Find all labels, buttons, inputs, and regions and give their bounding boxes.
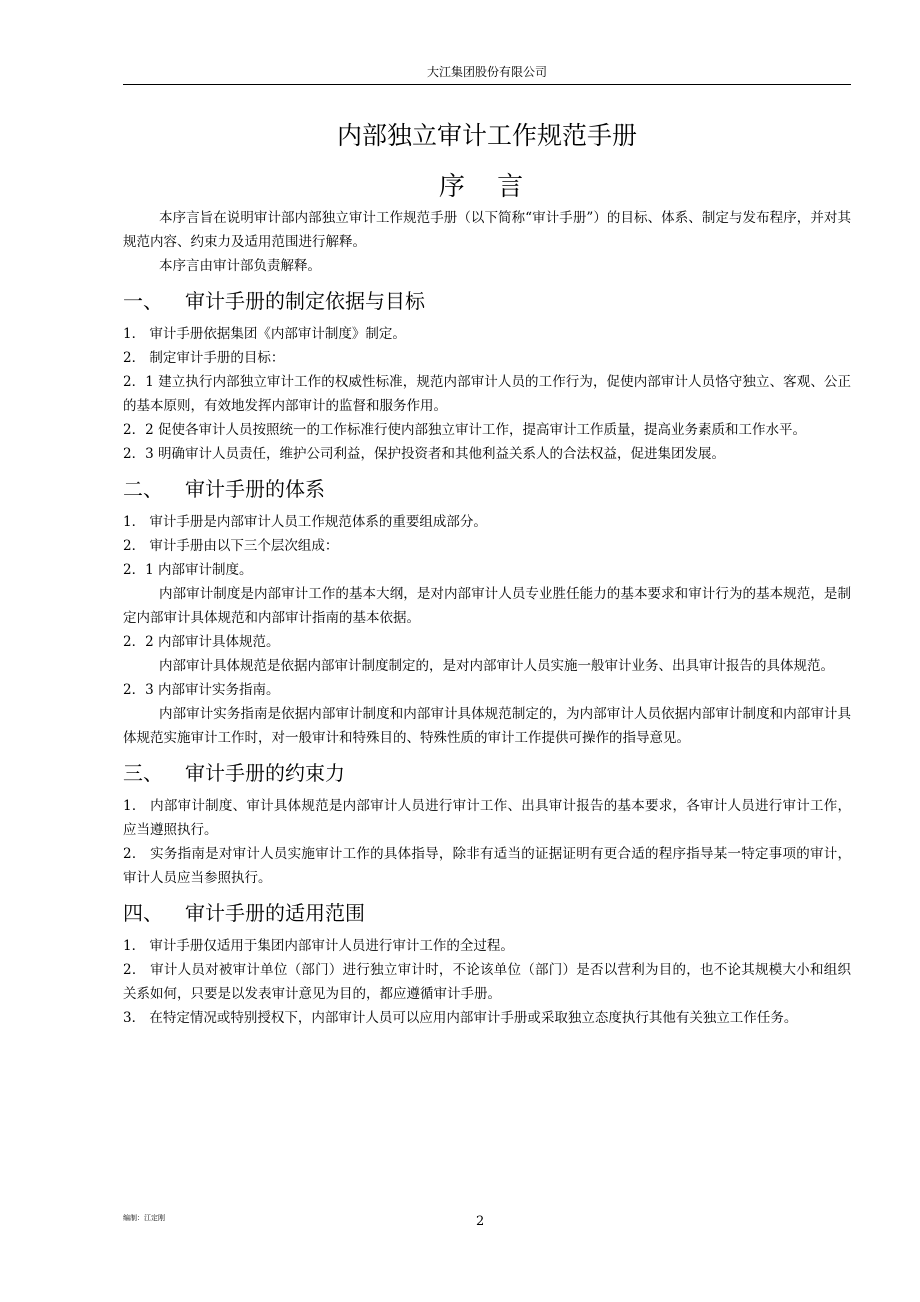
section-heading	[123, 756, 851, 790]
section-number: 一、	[123, 289, 163, 313]
section-item: 2．1 建立执行内部独立审计工作的权威性标准，规范内部审计人员的工作行为，促使内部审计人员恪守独立、客观、公正的基本原则，有效地发挥内部审计的监督和服务作用。	[123, 374, 851, 414]
section-number: 二、	[123, 477, 163, 501]
section-item: 2． 审计人员对被审计单位（部门）进行独立审计时，不论该单位（部门）是否以营利为目的，也不论其规模大小和组织关系如何，只要是以发表审计意见为目的，都应遵循审计手册。	[123, 962, 851, 1002]
section-item: 2．3 明确审计人员责任，维护公司利益，保护投资者和其他利益关系人的合法权益，促进集团发展。	[123, 446, 725, 462]
section-title: 审计手册的制定依据与目标	[185, 289, 425, 313]
section-item: 1． 审计手册依据集团《内部审计制度》制定。	[123, 326, 406, 342]
intro-paragraph: 本序言由审计部负责解释。	[159, 258, 321, 274]
section-item: 2．3 内部审计实务指南。	[123, 682, 280, 698]
intro-paragraph: 本序言旨在说明审计部内部独立审计工作规范手册（以下简称“审计手册”）的目标、体系、制定与发布程序，并对其规范内容、约束力及适用范围进行解释。	[123, 210, 851, 250]
footer-editor: 编制：江定刚	[123, 1214, 165, 1222]
section-number: 四、	[123, 901, 163, 925]
section-title: 审计手册的体系	[185, 477, 325, 501]
section-item: 2．2 内部审计具体规范。	[123, 634, 280, 650]
section-item: 1． 内部审计制度、审计具体规范是内部审计人员进行审计工作、出具审计报告的基本要求，各审计人员进行审计工作，应当遵照执行。	[123, 798, 851, 838]
section-heading	[123, 472, 851, 506]
section-title: 审计手册的适用范围	[185, 901, 365, 925]
section-item: 2． 制定审计手册的目标：	[123, 350, 285, 366]
section-item: 内部审计实务指南是依据内部审计制度和内部审计具体规范制定的，为内部审计人员依据内部审计制度和内部审计具体规范实施审计工作时，对一般审计和特殊目的、特殊性质的审计工作提供可操作的指导意见。	[123, 706, 851, 746]
document-body	[123, 206, 851, 1030]
sections	[123, 284, 851, 1030]
header-rule	[123, 84, 851, 85]
section-number: 三、	[123, 761, 163, 785]
section-item: 2． 审计手册由以下三个层次组成：	[123, 538, 339, 554]
section-item: 1． 审计手册是内部审计人员工作规范体系的重要组成部分。	[123, 514, 487, 530]
page-number: 2	[476, 1214, 485, 1229]
section-heading	[123, 896, 851, 930]
section-item: 2．1 内部审计制度。	[123, 562, 253, 578]
section-item: 3． 在特定情况或特别授权下，内部审计人员可以应用内部审计手册或采取独立态度执行其他有关独立工作任务。	[123, 1010, 798, 1026]
header-company: 大江集团股份有限公司	[426, 65, 547, 79]
section-item: 2．2 促使各审计人员按照统一的工作标准行使内部独立审计工作，提高审计工作质量，提高业务素质和工作水平。	[123, 422, 806, 438]
section-item: 1． 审计手册仅适用于集团内部审计人员进行审计工作的全过程。	[123, 938, 514, 954]
section-item: 2． 实务指南是对审计人员实施审计工作的具体指导，除非有适当的证据证明有更合适的程序指导某一特定事项的审计，审计人员应当参照执行。	[123, 846, 851, 886]
section-item: 内部审计具体规范是依据内部审计制度制定的，是对内部审计人员实施一般审计业务、出具审计报告的具体规范。	[159, 658, 834, 674]
document-title: 内部独立审计工作规范手册	[336, 121, 637, 150]
section-heading	[123, 284, 851, 318]
preface-title: 序 言	[438, 172, 536, 202]
section-title: 审计手册的约束力	[185, 761, 345, 785]
section-item: 内部审计制度是内部审计工作的基本大纲，是对内部审计人员专业胜任能力的基本要求和审计行为的基本规范，是制定内部审计具体规范和内部审计指南的基本依据。	[123, 586, 851, 626]
